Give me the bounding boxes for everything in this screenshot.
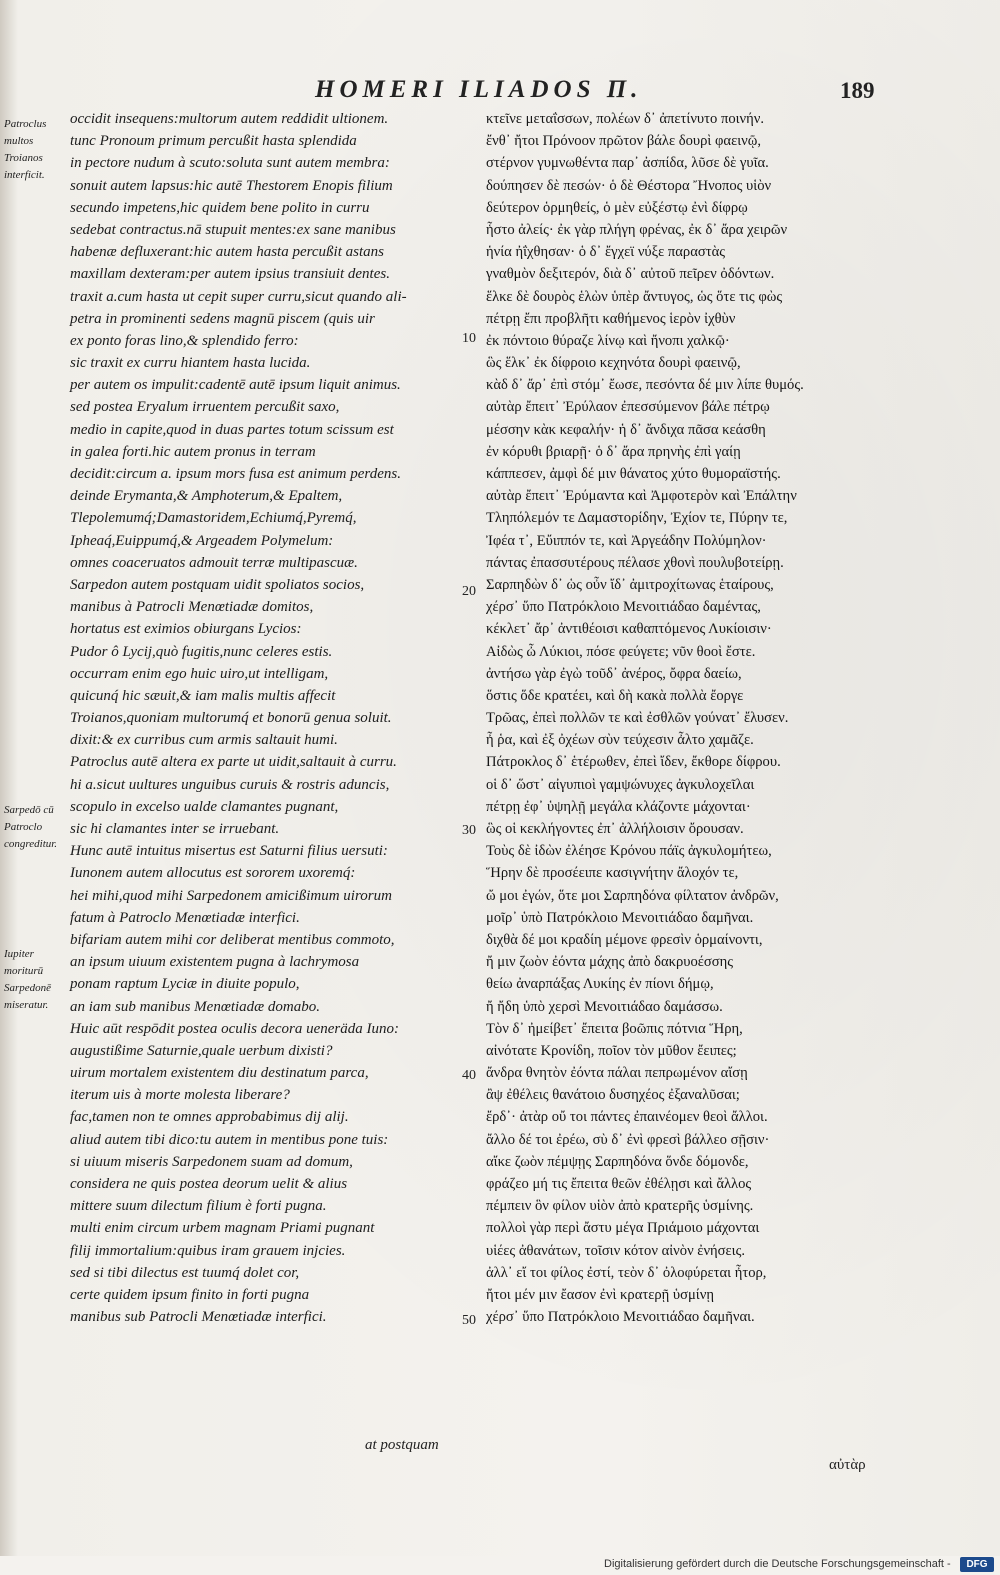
latin-line: deinde Erymanta,& Amphoterum,& Epaltem,: [70, 488, 343, 505]
latin-line: sic traxit ex curru hiantem hasta lucida.: [70, 355, 311, 372]
line-number-30: 30: [462, 823, 476, 838]
latin-column: [70, 108, 470, 1328]
latin-line: secundo impetens,hic quidem bene polito in curru: [70, 199, 370, 216]
latin-line: medio in capite,quod in duas partes totum scissum est: [70, 421, 394, 438]
greek-line: πέτρῃ ἔπι προβλῆτι καθήμενος ἱερὸν ἰχθὺν: [486, 310, 736, 327]
latin-line: Ipheaq́,Euippumq́,& Argeadem Polymelum:: [70, 532, 334, 549]
greek-line: πέμπειν ὃν φίλον υἱὸν ἀπὸ κρατερῆς ὑσμίνης.: [486, 1198, 754, 1215]
greek-line: δούπησεν δὲ πεσών· ὁ δὲ Θέστορα Ἤνοπος υἱὸν: [486, 177, 772, 194]
greek-line: ἄνδρα θνητὸν ἐόντα πάλαι πεπρωμένον αἴσῃ: [486, 1065, 748, 1082]
greek-line: οἱ δ᾽ ὥστ᾽ αἰγυπιοὶ γαμψώνυχες ἀγκυλοχεῖλαι: [486, 776, 755, 793]
latin-line: fac,tamen non te omnes approbabimus dij alij.: [70, 1109, 349, 1126]
latin-line: an ipsum uiuum existentem pugna à lachrymosa: [70, 954, 360, 971]
greek-line: μέσσην κὰκ κεφαλήν· ἡ δ᾽ ἄνδιχα πᾶσα κεάσθη: [486, 421, 766, 438]
line-number-20: 20: [462, 584, 476, 599]
greek-line: Τὸν δ᾽ ἠμείβετ᾽ ἔπειτα βοῶπις πότνια Ἥρη,: [486, 1020, 743, 1037]
catchword-greek: αὐτὰρ: [829, 1457, 866, 1473]
latin-line: Iunonem autem allocutus est sororem uxoremq́:: [70, 865, 356, 882]
latin-line: fatum à Patroclo Menœtiadæ interfici.: [70, 909, 300, 926]
latin-line: mittere suum dilectum filium è forti pugna.: [70, 1198, 327, 1215]
greek-line: ἀντήσω γὰρ ἐγὼ τοῦδ᾽ ἀνέρος, ὄφρα δαείω,: [486, 665, 742, 682]
latin-line: considera ne quis postea deorum uelit & alius: [70, 1176, 348, 1192]
line-number-50: 50: [462, 1313, 476, 1328]
latin-line: traxit a.cum hasta ut cepit super curru,sicut quando ali-: [70, 288, 407, 305]
greek-line: αὐτὰρ ἔπειτ᾽ Ἐρύλαον ἐπεσσύμενον βάλε πέτρῳ: [486, 399, 770, 416]
greek-line: ὤ μοι ἐγών, ὅτε μοι Σαρπηδόνα φίλτατον ἀνδρῶν,: [486, 887, 779, 904]
greek-line: πολλοὶ γὰρ περὶ ἄστυ μέγα Πριάμοιο μάχονται: [486, 1220, 760, 1237]
latin-line: in galea forti.hic autem pronus in terram: [70, 443, 316, 460]
greek-line: αὐτὰρ ἔπειτ᾽ Ἐρύμαντα καὶ Ἀμφοτερὸν καὶ Ἐπάλτην: [486, 488, 797, 505]
greek-line: αἰνότατε Κρονίδη, ποῖον τὸν μῦθον ἔειπες;: [486, 1042, 737, 1059]
margin-note-iupiter: Iupiter moriturū Sarpedonē miseratur.: [4, 948, 52, 1011]
greek-line: φράζεο μή τις ἔπειτα θεῶν ἐθέλῃσι καὶ ἄλλος: [486, 1176, 752, 1192]
latin-line: uirum mortalem existentem diu destinatum parca,: [70, 1065, 369, 1082]
latin-line: Troianos,quoniam multorumq́ et bonorū genua soluit.: [70, 710, 392, 727]
greek-line: ἦ ῥα, καὶ ἐξ ὀχέων σὺν τεύχεσιν ἆλτο χαμᾶζε.: [486, 732, 754, 749]
running-header: [0, 76, 1000, 106]
latin-line: an iam sub manibus Menœtiadæ domabo.: [70, 998, 321, 1015]
margin-note-patroclus: Patroclus multos Troianos interficit.: [4, 118, 47, 181]
latin-line: sedebat contractus.nā stupuit mentes:ex sane manibus: [70, 221, 396, 238]
greek-line: θείω ἀναρπάξας Λυκίης ἐν πίονι δήμῳ,: [486, 976, 714, 993]
greek-line: ὣς ἕλκ᾽ ἐκ δίφροιο κεχηνότα δουρὶ φαεινῷ,: [486, 355, 741, 372]
latin-line: multi enim circum urbem magnam Priami pugnant: [70, 1220, 375, 1237]
latin-line: augustißime Saturnie,quale uerbum dixisti?: [70, 1042, 333, 1059]
greek-line: χέρσ᾽ ὕπο Πατρόκλοιο Μενοιτιάδαο δαμῆναι.: [486, 1309, 755, 1326]
greek-line: ἤ ἤδη ὑπὸ χερσὶ Μενοιτιάδαο δαμάσσω.: [486, 998, 723, 1015]
greek-line: κέκλετ᾽ ἄρ᾽ ἀντιθέοισι καθαπτόμενος Λυκίοισιν·: [486, 621, 772, 638]
latin-line: dixit:& ex curribus cum armis saltauit humi.: [70, 732, 338, 749]
page-number: 189: [840, 78, 875, 103]
greek-line: μοῖρ᾽ ὑπὸ Πατρόκλοιο Μενοιτιάδαο δαμῆναι.: [486, 909, 754, 926]
running-title: HOMERI ILIADOS Π.: [315, 76, 643, 103]
latin-line: Patroclus autē altera ex parte ut uidit,saltauit à curru.: [70, 754, 397, 771]
greek-line: αἴκε ζωὸν πέμψῃς Σαρπηδόνα ὅνδε δόμονδε,: [486, 1153, 749, 1170]
greek-column: [486, 108, 886, 1328]
greek-line: Τληπόλεμόν τε Δαμαστορίδην, Ἐχίον τε, Πύρην τε,: [486, 510, 788, 527]
latin-line: decidit:circum a. ipsum mors fusa est animum perdens.: [70, 466, 401, 482]
greek-line: κὰδ δ᾽ ἄρ᾽ ἐπὶ στόμ᾽ ἔωσε, πεσόντα δέ μιν λίπε θυμός.: [486, 377, 804, 394]
latin-line: occidit insequens:multorum autem reddidit ultionem.: [70, 111, 389, 127]
greek-line: Ἥρην δὲ προσέειπε κασιγνήτην ἄλοχόν τε,: [486, 865, 739, 882]
greek-line: πάντας ἐπασσυτέρους πέλασε χθονὶ πουλυβοτείρῃ.: [486, 554, 784, 571]
greek-line: ὅστις ὅδε κρατέει, καὶ δὴ κακὰ πολλὰ ἔοργε: [486, 687, 744, 704]
catchword-latin: at postquam: [365, 1437, 439, 1453]
latin-line: hi a.sicut uultures unguibus curuis & rostris aduncis,: [70, 776, 390, 793]
latin-line: tunc Pronoum primum percußit hasta splendida: [70, 133, 357, 150]
margin-note-sarpedon: Sarpedō cū Patroclo congreditur.: [4, 804, 58, 850]
greek-line: ἤτοι μέν μιν ἔασον ἐνὶ κρατερῇ ὑσμίνῃ: [486, 1286, 714, 1303]
greek-line: ἄλλο δέ τοι ἐρέω, σὺ δ᾽ ἐνὶ φρεσὶ βάλλεο σῇσιν·: [486, 1131, 770, 1148]
latin-line: iterum uis à morte molesta liberare?: [70, 1087, 290, 1104]
latin-line: petra in prominenti sedens magnū piscem (quis uir: [70, 310, 375, 327]
greek-line: ἀλλ᾽ εἴ τοι φίλος ἐστί, τεὸν δ᾽ ὀλοφύρεται ἦτορ,: [486, 1264, 767, 1281]
greek-line: ἤ μιν ζωὸν ἐόντα μάχης ἀπὸ δακρυοέσσης: [486, 954, 734, 971]
greek-line: υἱέες ἀθανάτων, τοῖσιν κότον αἰνὸν ἐνήσεις.: [486, 1242, 746, 1259]
latin-line: bifariam autem mihi cor deliberat mentibus commoto,: [70, 931, 395, 948]
latin-line: certe quidem ipsum finito in forti pugna: [70, 1286, 310, 1303]
latin-line: si uiuum miseris Sarpedonem suam ad domum,: [70, 1153, 353, 1170]
line-number-40: 40: [462, 1068, 476, 1083]
greek-line: στέρνον γυμνωθέντα παρ᾽ ἀσπίδα, λῦσε δὲ γυῖα.: [486, 155, 769, 172]
greek-line: κάππεσεν, ἀμφὶ δέ μιν θάνατος χύτο θυμοραϊστής.: [486, 466, 781, 482]
latin-line: Tlepolemumq́;Damastoridem,Echiumq́,Pyremq́,: [70, 510, 357, 527]
footer-bar: [0, 1556, 1000, 1575]
footer-credit: Digitalisierung gefördert durch die Deutsche Forschungsgemeinschaft -: [604, 1558, 951, 1570]
latin-line: quicunq́ hic sæuit,& iam malis multis affecit: [70, 687, 336, 704]
greek-line: ἐν κόρυθι βριαρῇ· ὁ δ᾽ ἄρα πρηνὴς ἐπὶ γαίῃ: [486, 443, 741, 460]
latin-line: manibus sub Patrocli Menœtiadæ interfici.: [70, 1309, 327, 1326]
greek-line: Ἰφέα τ᾽, Εὔιππόν τε, καὶ Ἀργεάδην Πολύμηλον·: [486, 532, 767, 549]
greek-line: δεύτερον ὁρμηθείς, ὁ μὲν εὐξέστῳ ἐνὶ δίφρῳ: [486, 199, 748, 216]
greek-line: ἧστο ἀλείς· ἐκ γὰρ πλήγη φρένας, ἐκ δ᾽ ἄρα χειρῶν: [486, 221, 788, 238]
greek-line: γναθμὸν δεξιτερόν, διὰ δ᾽ αὐτοῦ πεῖρεν ὀδόντων.: [486, 266, 775, 283]
greek-line: ἐκ πόντοιο θύραζε λίνῳ καὶ ἤνοπι χαλκῷ·: [486, 332, 730, 349]
latin-line: sonuit autem lapsus:hic autē Thestorem Enopis filium: [70, 177, 393, 194]
latin-line: habenæ defluxerant:hic autem hasta percußit astans: [70, 244, 384, 261]
latin-line: omnes coaceruatos admouit terræ multipascuæ.: [70, 554, 358, 571]
greek-line: πέτρῃ ἐφ᾽ ὑψηλῇ μεγάλα κλάζοντε μάχονται·: [486, 798, 751, 815]
greek-line: Πάτροκλος δ᾽ ἑτέρωθεν, ἐπεὶ ἴδεν, ἔκθορε δίφρου.: [486, 754, 781, 771]
greek-line: ἔρδ᾽· ἀτὰρ οὔ τοι πάντες ἐπαινέομεν θεοὶ ἄλλοι.: [486, 1109, 768, 1126]
latin-line: aliud autem tibi dico:tu autem in mentibus pone tuis:: [70, 1131, 389, 1148]
latin-line: in pectore nudum à scuto:soluta sunt autem membra:: [70, 155, 390, 172]
latin-line: Pudor ô Lycij,quò fugitis,nunc celeres estis.: [70, 643, 333, 660]
latin-line: ponam raptum Lyciæ in diuite populo,: [70, 976, 300, 993]
greek-line: Τοὺς δὲ ἰδὼν ἐλέησε Κρόνου πάϊς ἀγκυλομήτεω,: [486, 843, 772, 860]
latin-line: per autem os impulit:cadentē autē ipsum liquit animus.: [70, 377, 401, 394]
latin-line: Sarpedon autem postquam uidit spoliatos socios,: [70, 576, 365, 593]
greek-line: Τρῶας, ἐπεὶ πολλῶν τε καὶ ἐσθλῶν γούνατ᾽ ἔλυσεν.: [486, 710, 789, 727]
latin-line: Hunc autē intuitus misertus est Saturni filius uersuti:: [70, 843, 388, 860]
greek-line: Αἰδὼς ὦ Λύκιοι, πόσε φεύγετε; νῦν θοοὶ ἔστε.: [486, 643, 756, 660]
latin-line: filij immortalium:quibus iram grauem injcies.: [70, 1242, 346, 1259]
greek-line: Σαρπηδὼν δ᾽ ὡς οὖν ἴδ᾽ ἀμιτροχίτωνας ἑταίρους,: [486, 576, 774, 593]
latin-line: ex ponto foras lino,& splendido ferro:: [70, 332, 299, 349]
latin-line: hei mihi,quod mihi Sarpedonem amicißimum uirorum: [70, 887, 392, 904]
greek-line: διχθὰ δέ μοι κραδίη μέμονε φρεσὶν ὁρμαίνοντι,: [486, 931, 763, 948]
greek-line: ὣς οἱ κεκλήγοντες ἐπ᾽ ἀλλήλοισιν ὄρουσαν.: [486, 821, 744, 837]
greek-line: ἔνθ᾽ ἤτοι Πρόνοον πρῶτον βάλε δουρὶ φαεινῷ,: [486, 133, 761, 150]
latin-line: Huic aūt respōdit postea oculis decora ueneräda Iuno:: [70, 1020, 399, 1037]
latin-line: manibus à Patrocli Menœtiadæ domitos,: [70, 599, 314, 616]
latin-line: occurram enim ego huic uiro,ut intelligam,: [70, 665, 329, 682]
greek-line: κτεῖνε μεταΐσσων, πολέων δ᾽ ἀπετίνυτο ποινήν.: [486, 111, 765, 127]
latin-line: maxillam dexteram:per autem ipsius transiuit dentes.: [70, 266, 390, 283]
latin-line: sed si tibi dilectus est tuumq́ dolet cor,: [70, 1264, 300, 1281]
greek-line: ἕλκε δὲ δουρὸς ἑλὼν ὑπὲρ ἄντυγος, ὡς ὅτε τις φὼς: [486, 288, 783, 305]
latin-line: scopulo in excelso ualde clamantes pugnant,: [70, 798, 339, 815]
greek-line: χέρσ᾽ ὕπο Πατρόκλοιο Μενοιτιάδαο δαμέντας,: [486, 599, 761, 616]
latin-line: sed postea Eryalum irruentem percußit saxo,: [70, 399, 340, 416]
dfg-logo: DFG: [960, 1557, 994, 1572]
latin-line: sic hi clamantes inter se irruebant.: [70, 821, 280, 837]
greek-line: ἡνία ἠΐχθησαν· ὁ δ᾽ ἔγχεϊ νύξε παραστὰς: [486, 244, 726, 261]
line-number-10: 10: [462, 331, 476, 346]
latin-line: hortatus est eximios obiurgans Lycios:: [70, 621, 302, 638]
greek-line: ἂψ ἐθέλεις θανάτοιο δυσηχέος ἐξαναλῦσαι;: [486, 1087, 740, 1104]
